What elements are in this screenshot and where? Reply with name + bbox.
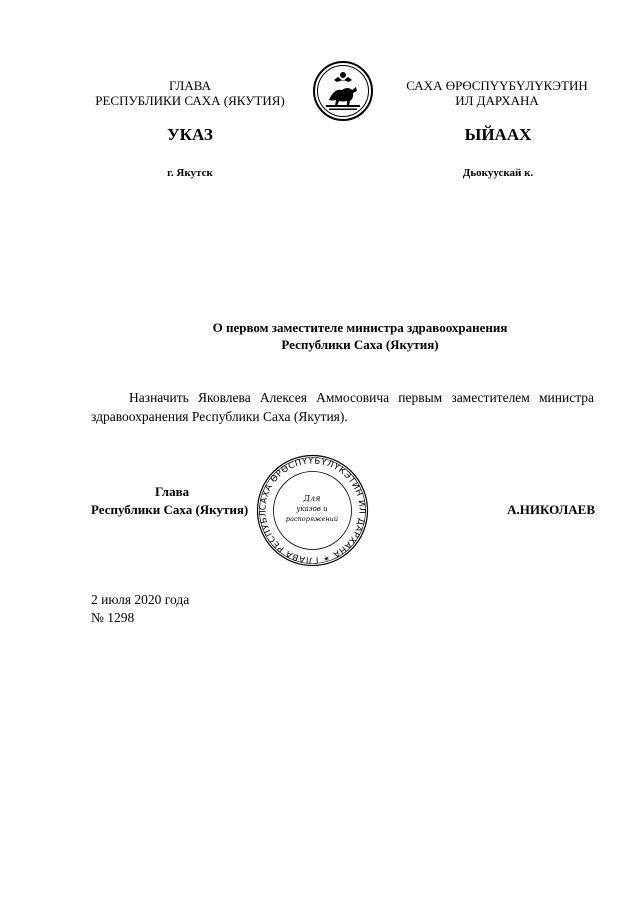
document-footer [91,591,291,627]
stamp-ring-text: САХА ӨРӨСПҮҮБҮЛҮКЭТИН ИЛ ДАРХАНА ✶ ГЛАВА РЕСПУБЛ [258,456,367,565]
document-number: № 1298 [91,610,135,625]
document-date: 2 июля 2020 года [91,592,190,607]
place-left: г. Якутск [167,167,213,179]
header-right-subtitle: ИЛ ДАРХАНА [455,93,539,108]
stamp-center-line1: Для [303,494,321,503]
header-right-title: САХА ӨРӨСПҮҮБҮЛҮКЭТИН [406,78,588,93]
signatory-name: А.НИКОЛАЕВ [507,502,595,517]
signature-position-line1: Глава [155,484,190,499]
doc-kind-right: ЫЙААХ [464,125,532,144]
title-line2: Республики Саха (Якутия) [281,337,439,352]
stamp-center-line2: указов и [296,505,328,513]
header-right [392,78,602,108]
signature-position [91,484,291,518]
document-title [140,319,580,353]
doc-kind-left: УКАЗ [167,125,213,144]
stamp-center-line3: распоряжений [285,515,339,523]
place-right: Дьокуускай к. [462,167,534,179]
header-left-title: ГЛАВА [169,78,211,93]
title-line1: О первом заместителе министра здравоохранения [212,320,508,335]
header-left-subtitle: РЕСПУБЛИКИ САХА (ЯКУТИЯ) [95,93,285,108]
signature-position-line2: Республики Саха (Якутия) [91,502,249,517]
header-left [80,78,300,108]
body-paragraph: Назначить Яковлева Алексея Аммосовича первым заместителем министра здравоохранения Республики Саха (Якутия). [91,390,594,424]
coat-of-arms-icon [312,60,374,122]
